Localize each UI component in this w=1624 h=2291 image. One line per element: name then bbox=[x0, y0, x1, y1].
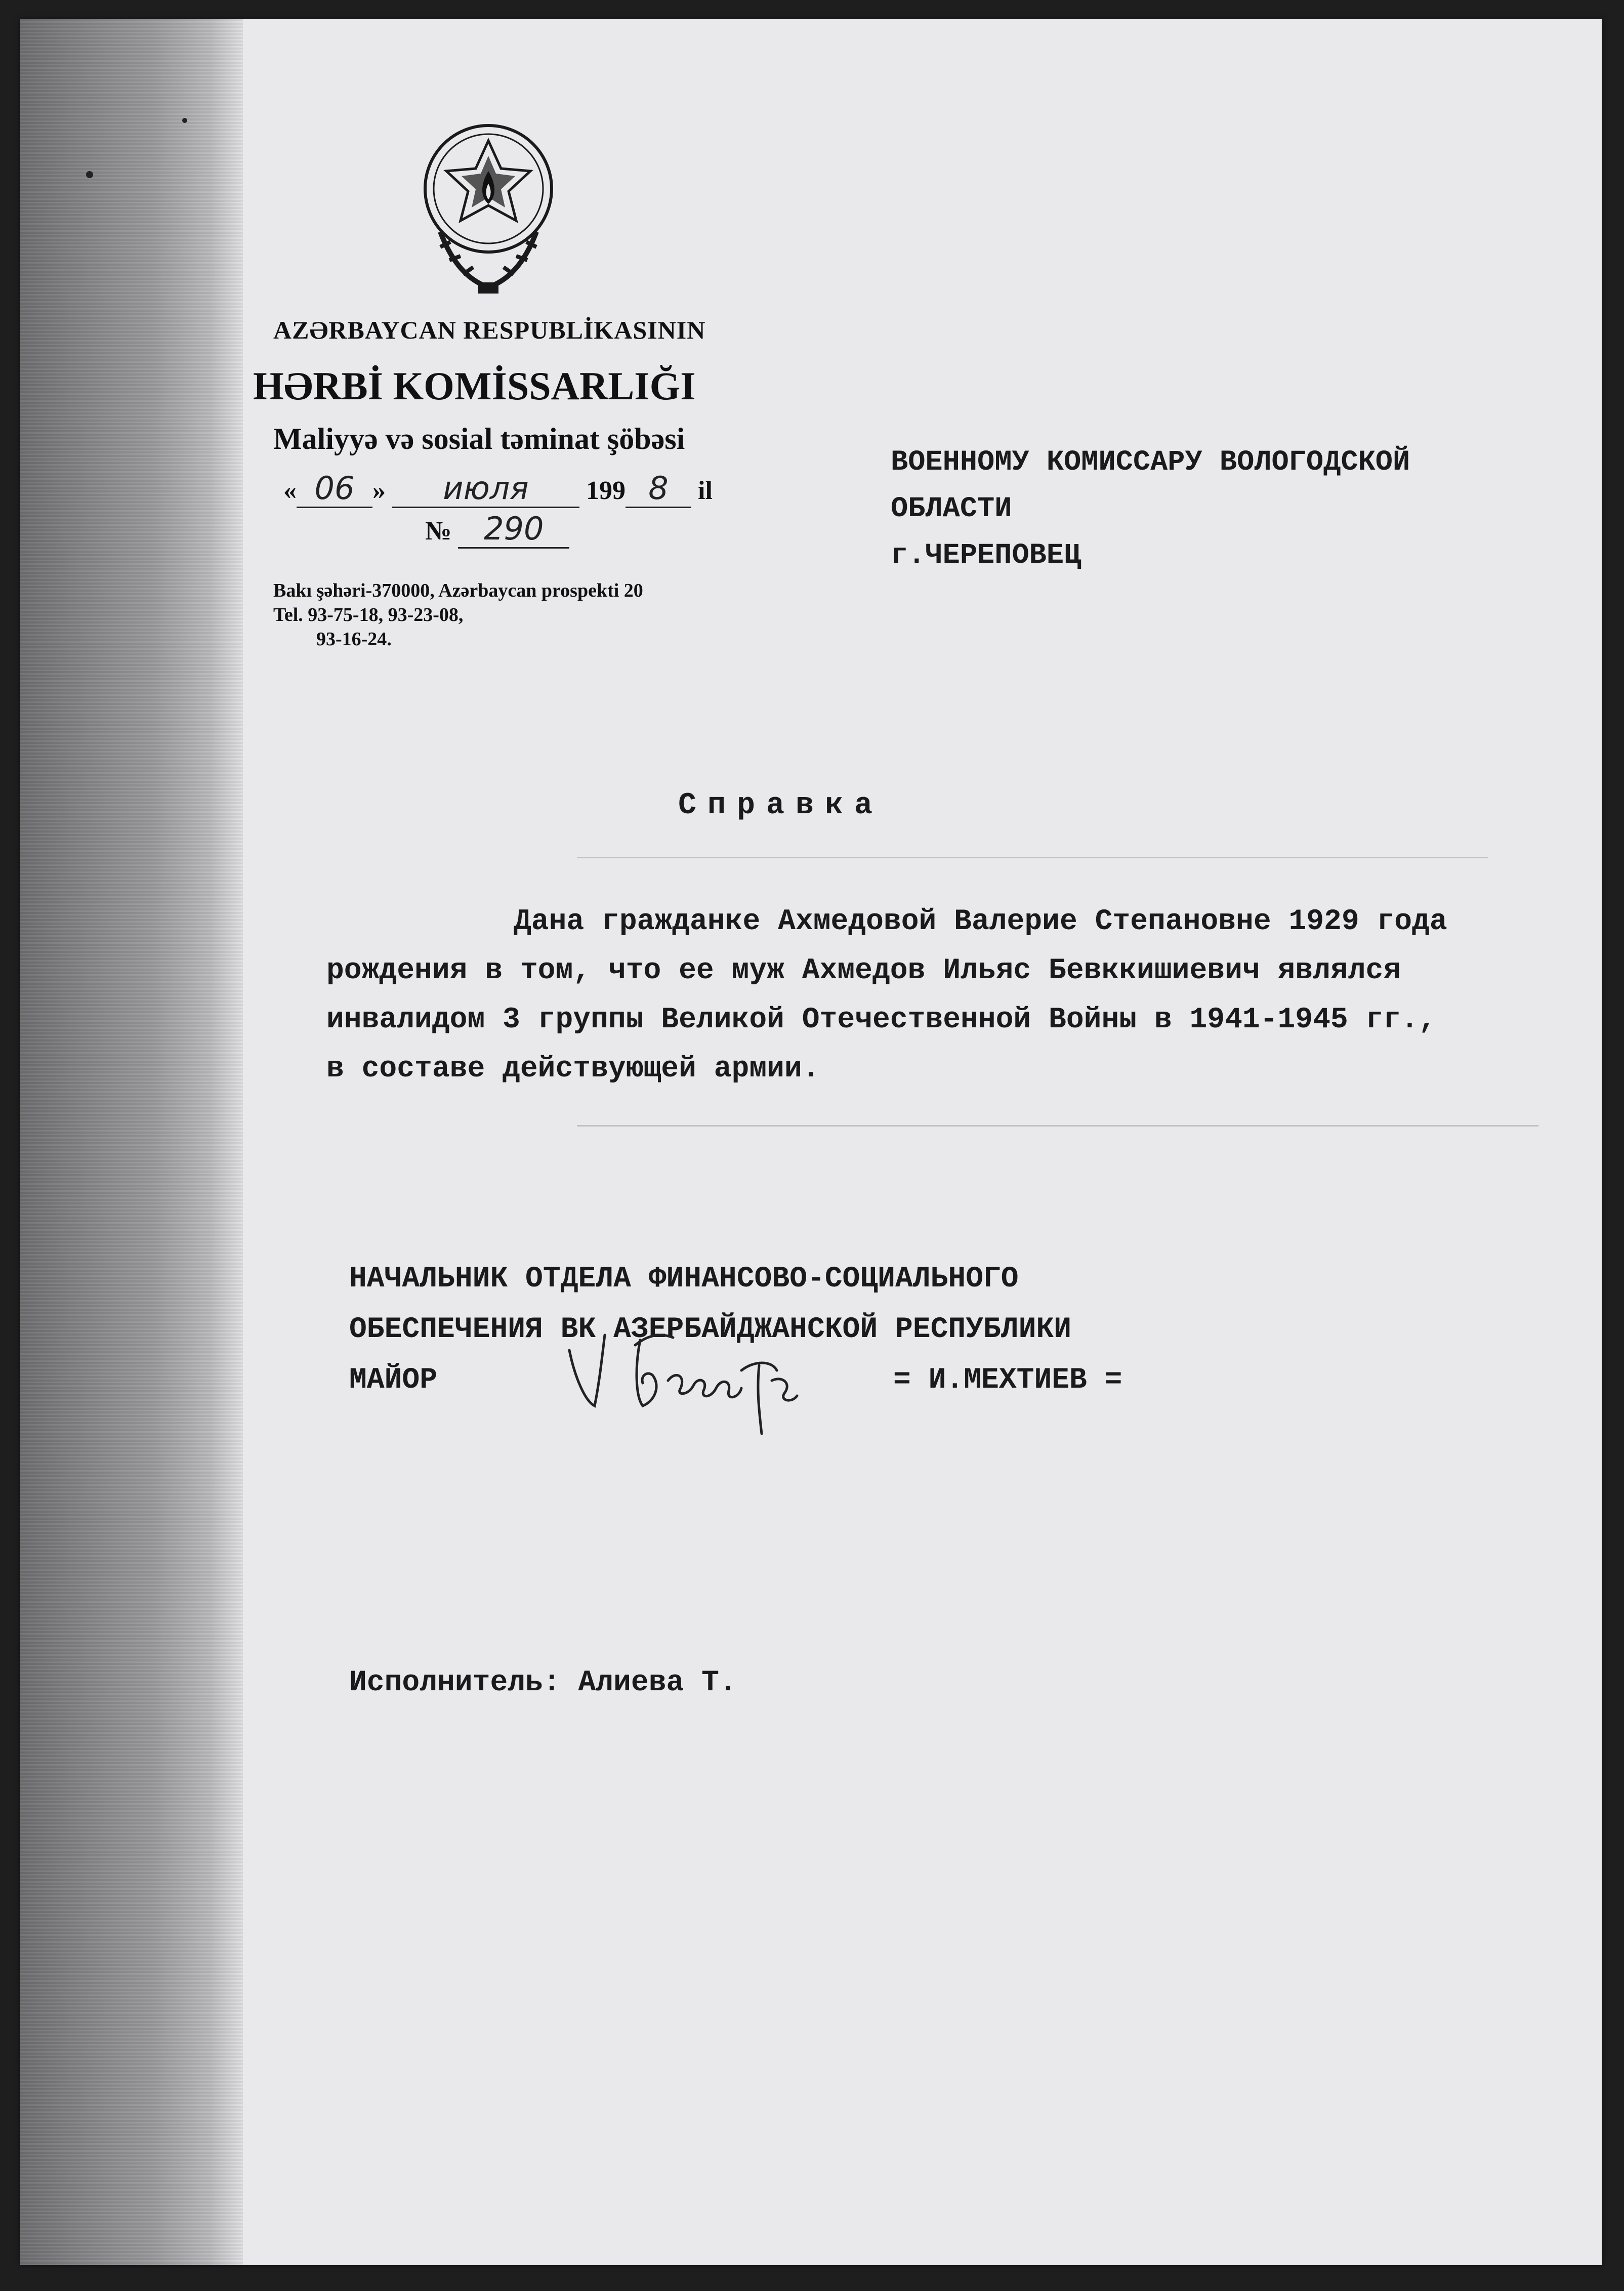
body-line: рождения в том, что ее муж Ахмедов Ильяс Бевккишиевич являлся bbox=[326, 954, 1401, 987]
letterhead-address bbox=[273, 578, 643, 651]
fold-line bbox=[577, 1125, 1538, 1127]
body-line: инвалидом 3 группы Великой Отечественной Войны в 1941-1945 гг., bbox=[326, 1004, 1436, 1036]
position-line: НАЧАЛЬНИК ОТДЕЛА ФИНАНСОВО-СОЦИАЛЬНОГО bbox=[349, 1263, 1019, 1296]
photocopy-shadow-strip bbox=[20, 19, 243, 2265]
document-title: Справка bbox=[678, 788, 884, 823]
address-line: Bakı şəhəri-370000, Azərbaycan prospekti 20 bbox=[273, 580, 643, 601]
certificate-body bbox=[326, 897, 1551, 1094]
body-line: Дана гражданке Ахмедовой Валерие Степановне 1929 года bbox=[514, 905, 1447, 938]
date-il: il bbox=[698, 476, 713, 505]
letterhead-department: Maliyyə və sosial təminat şöbəsi bbox=[273, 422, 685, 455]
document-number bbox=[425, 510, 569, 549]
date-year-prefix: 199 bbox=[586, 476, 626, 505]
coat-of-arms-emblem bbox=[420, 120, 557, 303]
phone-line: 93-16-24. bbox=[316, 629, 392, 650]
document-page bbox=[20, 19, 1602, 2265]
letterhead-country: AZƏRBAYCAN RESPUBLİKASININ bbox=[273, 316, 706, 344]
date-year-suffix: 8 bbox=[626, 470, 691, 508]
recipient-line: ВОЕННОМУ КОМИССАРУ ВОЛОГОДСКОЙ bbox=[891, 446, 1410, 479]
recipient-block bbox=[891, 439, 1410, 579]
body-line: в составе действующей армии. bbox=[326, 1053, 820, 1086]
date-day: 06 bbox=[297, 470, 372, 508]
fold-line bbox=[577, 857, 1488, 858]
document-date: « 06 » июля 199 8 il bbox=[283, 470, 713, 508]
phone-line: Tel. 93-75-18, 93-23-08, bbox=[273, 604, 464, 626]
letterhead-organization: HƏRBİ KOMİSSARLIĞI bbox=[253, 364, 696, 408]
number-value: 290 bbox=[458, 510, 569, 549]
signer-name: = И.МЕХТИЕВ = bbox=[893, 1364, 1122, 1397]
punch-hole bbox=[86, 171, 93, 178]
date-month: июля bbox=[392, 470, 579, 508]
number-label: № bbox=[425, 517, 452, 546]
recipient-line: г.ЧЕРЕПОВЕЦ bbox=[891, 539, 1081, 572]
signature-block bbox=[349, 1254, 1122, 1411]
rank: МАЙОР bbox=[349, 1364, 438, 1397]
signature-row bbox=[349, 1355, 1122, 1411]
executor-line: Исполнитель: Алиева Т. bbox=[349, 1667, 737, 1699]
punch-hole bbox=[182, 118, 187, 123]
handwritten-signature bbox=[559, 1320, 843, 1441]
position-line: ОБЕСПЕЧЕНИЯ ВК АЗЕРБАЙДЖАНСКОЙ РЕСПУБЛИКИ bbox=[349, 1313, 1072, 1346]
recipient-line: ОБЛАСТИ bbox=[891, 493, 1012, 525]
